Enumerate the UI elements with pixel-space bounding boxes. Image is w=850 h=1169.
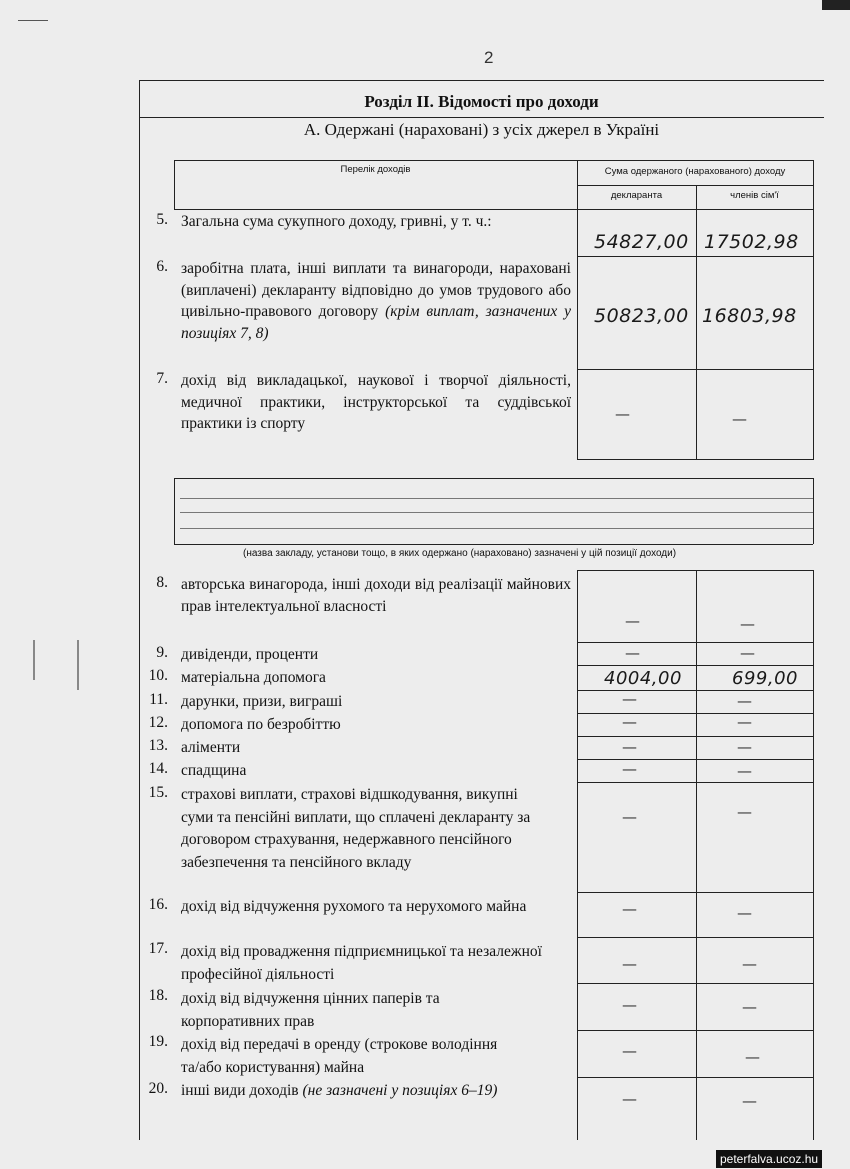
column-header-sum: Сума одержаного (нарахованого) доходу [604,166,786,177]
row-number: 10. [148,667,168,684]
row-description: матеріальна допомога [181,669,326,686]
family-income-value: — [742,1092,757,1110]
row-number: 12. [148,714,168,731]
family-income-value: — [745,1048,760,1066]
scan-dots [33,640,35,680]
row-number: 19. [148,1033,168,1050]
row-description-text: інші види доходів [181,1082,299,1099]
declarant-income-value: — [622,996,637,1014]
row-description: Загальна сума сукупного доходу, гривні, у т. ч.: [181,213,492,230]
row-description: страхові виплати, страхові відшкодування, викупні суми та пенсійні виплати, що сплачені декларанту за договором страхування, недержавного пенсійного забезпечення та пенсійного вкладу [181,786,531,871]
row-description-note: (крім виплат, зазначених у позиціях 7, 8) [181,303,572,342]
family-income-value: — [742,998,757,1016]
declarant-income-value: — [625,612,640,630]
row-description: дохід від викладацької, наукової і творчої діяльності, медичної практики, інструкторської та суддівської практики із спорту [181,372,571,432]
family-income-value: 17502,98 [704,231,799,253]
declarant-income-value: 4004,00 [604,668,682,689]
row-description [181,258,571,344]
institution-caption: (назва закладу, установи тощо, в яких одержано (нараховано) зазначені у цій позиції доходи) [243,548,677,559]
row-description: дохід від провадження підприємницької та незалежної професійної діяльності [181,943,542,983]
declarant-income-value: — [622,760,637,778]
declarant-income-value: — [615,405,630,423]
declarant-income-value: — [622,1090,637,1108]
declarant-income-value: — [622,955,637,973]
scan-corner-mark [822,0,850,10]
row-number: 11. [149,691,168,708]
column-header-family: членів сім'ї [730,190,779,201]
row-description: дохід від відчуження цінних паперів та корпоративних прав [181,990,440,1030]
row-number: 6. [156,258,168,275]
row-description: дивіденди, проценти [181,646,319,663]
column-header-declarant: декларанта [610,190,663,201]
family-income-value: — [732,410,747,428]
family-income-value: 16803,98 [702,305,797,327]
row-number: 14. [148,760,168,777]
site-watermark: peterfalva.ucoz.hu [716,1150,822,1168]
row-description: спадщина [181,762,247,779]
row-description: дохід від передачі в оренду (строкове володіння та/або користування) майна [181,1036,498,1076]
row-number: 8. [156,574,168,591]
declarant-income-value: — [625,644,640,662]
row-number: 18. [148,987,168,1004]
row-description: дарунки, призи, виграші [181,693,343,710]
declarant-income-value: — [622,738,637,756]
row-description: дохід від відчуження рухомого та нерухомого майна [181,898,527,915]
row-number: 13. [148,737,168,754]
scan-mark [18,20,48,21]
family-income-value: — [737,803,752,821]
family-income-value: — [737,713,752,731]
row-description [181,1080,566,1101]
family-income-value: — [742,955,757,973]
family-income-value: — [737,692,752,710]
row-number: 17. [148,940,168,957]
declarant-income-value: 50823,00 [594,305,689,327]
row-number: 7. [156,370,168,387]
family-income-value: — [737,762,752,780]
row-number: 15. [148,784,168,801]
row-number: 9. [156,644,168,661]
scan-dots [77,640,79,690]
declarant-income-value: — [622,808,637,826]
declarant-income-value: 54827,00 [594,231,689,253]
family-income-value: — [737,738,752,756]
declarant-income-value: — [622,713,637,731]
row-number: 16. [148,896,168,913]
row-description: аліменти [181,739,241,756]
column-header-list: Перелік доходів [340,164,411,175]
row-description-text: заробітна плата, інші виплати та винагороди, нараховані (виплачені) декларанту відповідно до умов трудового або цивільно-правового договору [181,260,571,320]
family-income-value: 699,00 [732,668,798,689]
row-number: 20. [148,1080,168,1097]
row-description: авторська винагорода, інші доходи від реалізації майнових прав інтелектуальної власності [181,576,571,615]
declarant-income-value: — [622,900,637,918]
row-description: допомога по безробіттю [181,716,341,733]
page-number: 2 [484,48,494,67]
family-income-value: — [740,615,755,633]
subsection-title: А. Одержані (нараховані) з усіх джерел в Україні [303,120,660,139]
row-number: 5. [156,211,168,228]
row-description-note: (не зазначені у позиціях 6–19) [302,1082,498,1099]
family-income-value: — [740,644,755,662]
family-income-value: — [737,904,752,922]
declarant-income-value: — [622,1042,637,1060]
section-title: Розділ II. Відомості про доходи [364,92,599,111]
declarant-income-value: — [622,690,637,708]
